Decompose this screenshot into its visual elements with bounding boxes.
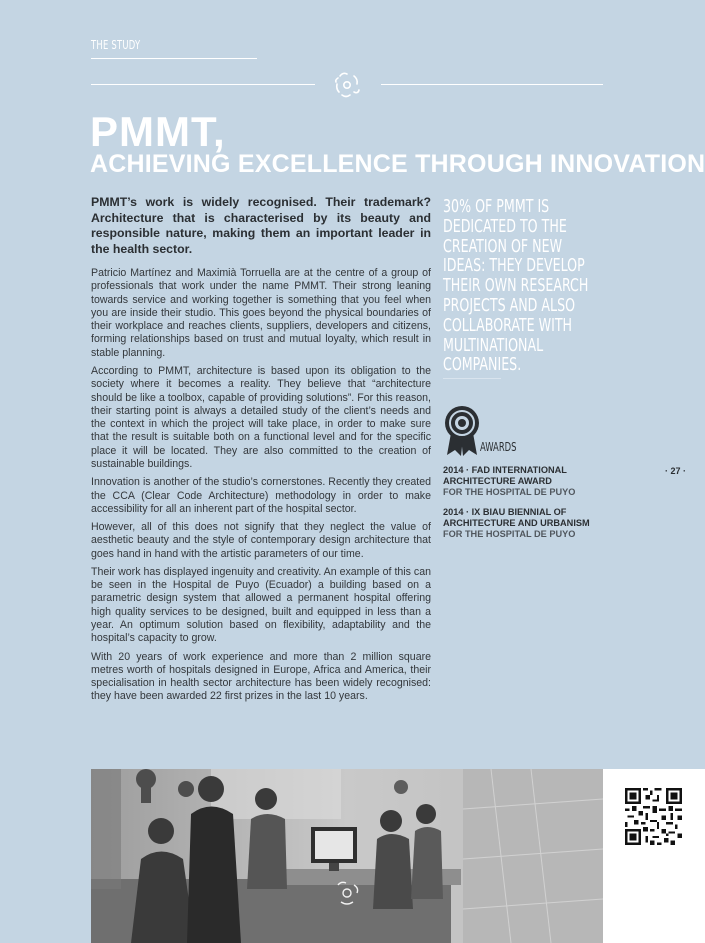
award-line: 2014 · FAD INTERNATIONAL [443, 465, 567, 475]
awards-heading: AWARDS [480, 440, 517, 454]
body-text [91, 267, 431, 709]
page-subtitle: ACHIEVING EXCELLENCE THROUGH INNOVATION [90, 150, 705, 178]
award-project: FOR THE HOSPITAL DE PUYO [443, 487, 576, 498]
award-item [443, 507, 643, 541]
award-item [443, 465, 643, 499]
page-title: PMMT, [90, 108, 226, 155]
body-paragraph: Innovation is another of the studio’s cornerstones. Recently they created the CCA (Clear Code Architecture) methodology in order to make accessibility for all an inherent part of the hospital sector. [91, 476, 431, 515]
award-rosette-icon [443, 405, 481, 457]
qr-code-icon[interactable] [625, 788, 682, 845]
pull-quote: 30% OF PMMT IS DEDICATED TO THE CREATION OF NEW IDEAS: THEY DEVELOP THEIR OWN RESEARCH PROJECTS AND ALSO COLLABORATE WITH MULTINATIONAL COMPANIES. [443, 196, 589, 376]
studio-logo-icon [330, 68, 364, 102]
body-paragraph: With 20 years of work experience and more than 2 million square metres worth of hospitals designed in Europe, Africa and America, their specialisation in health sector architecture has been widely recognised: they have been awarded 22 first prizes in the last 10 years. [91, 650, 431, 703]
body-paragraph: Patricio Martínez and Maximià Torruella are at the centre of a group of professionals that work under the name PMMT. Their strong leaning towards service and working together is something that you feel when you are inside their studio. This goes beyond the physical boundaries of their workplace and reaches clients, suppliers, developers and citizens, forming relationships based on trust and mutual loyalty, which result in stable planning. [91, 267, 431, 359]
body-paragraph: According to PMMT, architecture is based upon its obligation to the society where it becomes a reality. They believe that “architecture should be like a toolbox, capable of providing solutions”. For this reason, their starting point is always a detailed study of the client’s needs and the context in which the project will take place, in order to make sure that the result is suitable both on a functional level and for the specific place it will be located. They are also committed to the creation of sustainable buildings. [91, 364, 431, 470]
award-line: 2014 · IX BIAU BIENNIAL OF [443, 507, 567, 517]
body-paragraph: Their work has displayed ingenuity and creativity. An example of this can be seen in the Hospital de Puyo (Ecuador) a building based on a parametric design system that allowed a permanent hospital offering high quality services to be designed, built and equipped in less than a year. An optimum solution based on flexibility, adaptability and the hospital’s capacity to grow. [91, 565, 431, 645]
studio-photo-illustration [91, 769, 603, 943]
pull-quote-rule [443, 378, 501, 379]
section-label: THE STUDY [91, 38, 141, 52]
page-number: · 27 · [665, 466, 687, 476]
intro-paragraph: PMMT’s work is widely recognised. Their trademark? Architecture that is characterised by its beauty and responsible nature, making them an important leader in the health sector. [91, 195, 431, 257]
award-line: ARCHITECTURE AWARD [443, 476, 552, 487]
award-line: ARCHITECTURE AND URBANISM [443, 518, 590, 529]
studio-photo [91, 769, 603, 943]
award-project: FOR THE HOSPITAL DE PUYO [443, 529, 576, 540]
section-label-rule [91, 58, 257, 59]
divider-right [381, 84, 603, 85]
body-paragraph: However, all of this does not signify that they neglect the value of aesthetic beauty and the style of contemporary design architecture that goes hand in hand with the artistic parameters of our time. [91, 521, 431, 560]
divider-left [91, 84, 315, 85]
